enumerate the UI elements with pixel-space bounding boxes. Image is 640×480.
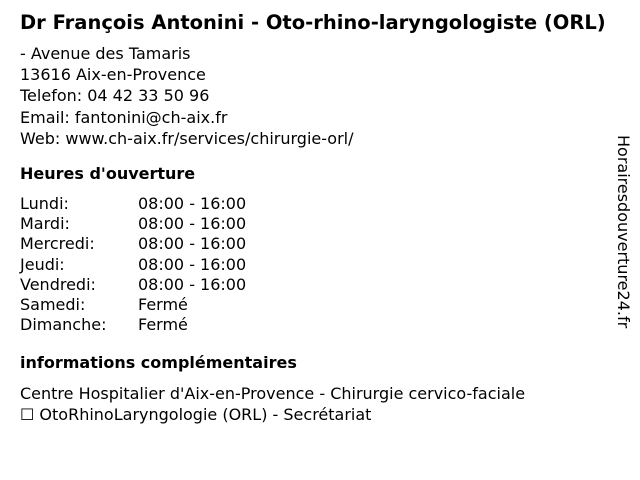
opening-hours-table bbox=[20, 194, 246, 335]
day-label: Samedi: bbox=[20, 294, 86, 314]
site-watermark: Horairesdouverture24.fr bbox=[614, 135, 633, 329]
hours-value: 08:00 - 16:00 bbox=[138, 254, 247, 274]
hours-value: 08:00 - 16:00 bbox=[138, 194, 247, 213]
day-label: Lundi: bbox=[20, 194, 69, 213]
hours-row-friday bbox=[20, 275, 246, 295]
hours-row-saturday bbox=[20, 295, 246, 315]
day-label: Mercredi: bbox=[20, 234, 95, 254]
hours-value: 08:00 - 16:00 bbox=[138, 274, 247, 294]
info-line-department: ☐ OtoRhinoLaryngologie (ORL) - Secrétariat bbox=[20, 404, 372, 424]
page-title: Dr François Antonini - Oto-rhino-laryngologiste (ORL) bbox=[20, 11, 606, 34]
additional-info-heading: informations complémentaires bbox=[20, 353, 297, 372]
day-label: Dimanche: bbox=[20, 315, 107, 335]
hours-row-tuesday bbox=[20, 214, 246, 234]
additional-info-block bbox=[20, 384, 525, 425]
hours-row-monday bbox=[20, 194, 246, 214]
website-url: Web: www.ch-aix.fr/services/chirurgie-orl/ bbox=[20, 128, 354, 148]
hours-value: 08:00 - 16:00 bbox=[138, 214, 247, 234]
hours-row-wednesday bbox=[20, 234, 246, 254]
opening-hours-heading: Heures d'ouverture bbox=[20, 164, 196, 183]
day-label: Vendredi: bbox=[20, 274, 96, 294]
hours-value: Fermé bbox=[138, 294, 188, 314]
phone-number: Telefon: 04 42 33 50 96 bbox=[20, 86, 210, 106]
hours-value: 08:00 - 16:00 bbox=[138, 234, 247, 254]
day-label: Jeudi: bbox=[20, 254, 65, 274]
contact-block bbox=[20, 43, 354, 149]
address-street: - Avenue des Tamaris bbox=[20, 44, 191, 63]
hours-value: Fermé bbox=[138, 315, 188, 335]
email-address: Email: fantonini@ch-aix.fr bbox=[20, 107, 228, 127]
day-label: Mardi: bbox=[20, 214, 70, 234]
info-line-hospital: Centre Hospitalier d'Aix-en-Provence - Chirurgie cervico-faciale bbox=[20, 384, 526, 403]
hours-row-thursday bbox=[20, 255, 246, 275]
hours-row-sunday bbox=[20, 315, 246, 335]
address-city: 13616 Aix-en-Provence bbox=[20, 65, 206, 85]
